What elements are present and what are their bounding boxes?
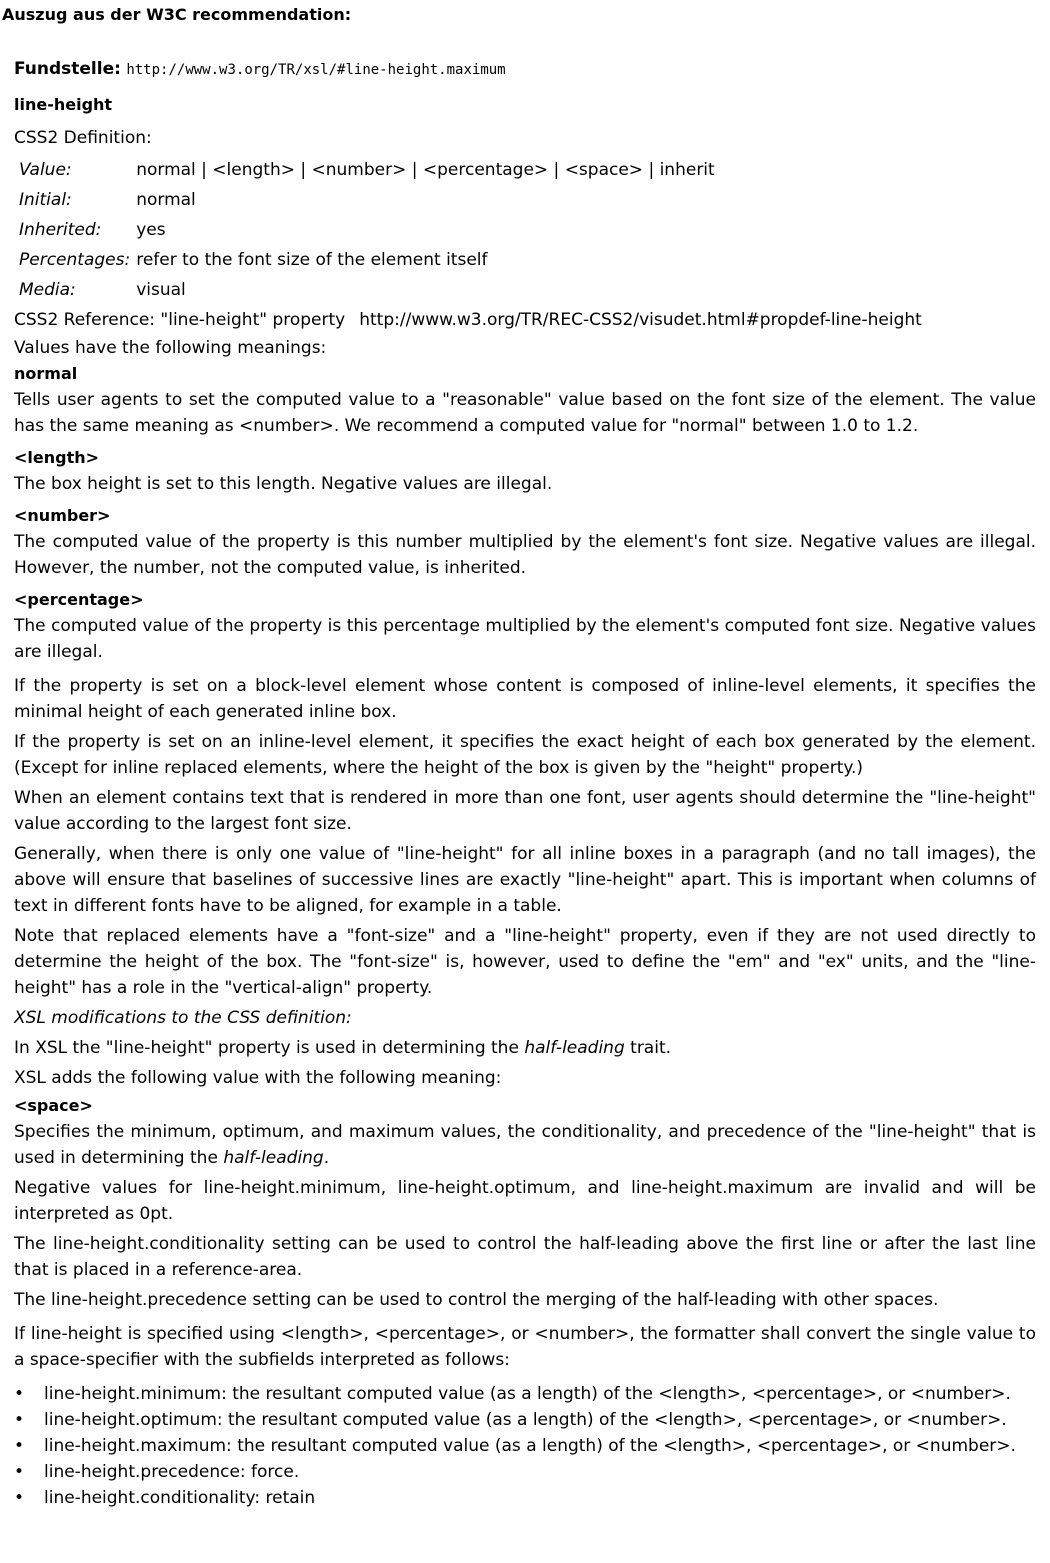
xsl-adds-paragraph: XSL adds the following value with the following meaning: xyxy=(14,1068,502,1088)
source-label: Fundstelle: xyxy=(14,59,121,79)
definition-space: Specifies the minimum, optimum, and maximum values, the conditionality, and precedence of the "line-height" that is used in determining the half-leading. xyxy=(14,1122,1036,1168)
definition-row xyxy=(16,155,718,185)
term-normal: normal xyxy=(14,364,78,383)
definition-row xyxy=(16,245,718,275)
definition-normal: Tells user agents to set the computed value to a "reasonable" value based on the font size of the element. The value has the same meaning as <number>. We recommend a computed value for "normal" between 1.0 to 1.2. xyxy=(14,390,1036,436)
definition-number: The computed value of the property is this number multiplied by the element's font size. Negative values are illegal. However, the number, not the computed value, is inherited. xyxy=(14,532,1036,578)
term-percentage: <percentage> xyxy=(14,590,144,609)
list-item: • line-height.optimum: the resultant computed value (as a length) of the <length>, <percentage>, or <number>. xyxy=(14,1407,1036,1433)
definition-value: normal xyxy=(136,190,196,210)
list-item: • line-height.minimum: the resultant computed value (as a length) of the <length>, <percentage>, or <number>. xyxy=(14,1381,1036,1407)
term-length: <length> xyxy=(14,448,100,467)
source-reference xyxy=(14,58,1036,81)
list-item: • line-height.precedence: force. xyxy=(14,1459,1036,1485)
definition-value: yes xyxy=(136,220,166,240)
bullet-icon: • xyxy=(14,1462,25,1482)
definition-length: The box height is set to this length. Negative values are illegal. xyxy=(14,474,553,494)
paragraph: The line-height.conditionality setting can be used to control the half-leading above the first line or after the last line that is placed in a reference-area. xyxy=(14,1234,1036,1280)
document-heading: Auszug aus der W3C recommendation: xyxy=(2,5,352,24)
definition-percentage: The computed value of the property is this percentage multiplied by the element's computed font size. Negative values are illegal. xyxy=(14,616,1036,662)
definition-key: Percentages: xyxy=(19,250,131,270)
paragraph: If the property is set on an inline-level element, it specifies the exact height of each box generated by the element. (Except for inline replaced elements, where the height of the box is given by the "height" property.) xyxy=(14,732,1036,778)
definition-value: refer to the font size of the element itself xyxy=(136,250,488,270)
list-item: • line-height.conditionality: retain xyxy=(14,1485,1036,1511)
css2-reference-url: http://www.w3.org/TR/REC-CSS2/visudet.html#propdef-line-height xyxy=(359,310,922,330)
term-space: <space> xyxy=(14,1096,93,1115)
values-intro: Values have the following meanings: xyxy=(14,338,327,358)
paragraph: Generally, when there is only one value of "line-height" for all inline boxes in a paragraph (and no tall images), the above will ensure that baselines of successive lines are exactly "line-height" apart. This is important when columns of text in different fonts have to be aligned, for example in a table. xyxy=(14,844,1036,916)
xsl-half-leading-paragraph: In XSL the "line-height" property is used in determining the half-leading trait. xyxy=(14,1038,672,1058)
definition-row xyxy=(16,185,718,215)
bullet-icon: • xyxy=(14,1488,25,1508)
definition-row xyxy=(16,215,718,245)
paragraph: When an element contains text that is rendered in more than one font, user agents should determine the "line-height" value according to the largest font size. xyxy=(14,788,1036,834)
list-item: • line-height.maximum: the resultant computed value (as a length) of the <length>, <percentage>, or <number>. xyxy=(14,1433,1036,1459)
subfield-list xyxy=(14,1381,1036,1511)
css2-reference-label: CSS2 Reference: "line-height" property xyxy=(14,310,346,330)
xsl-modifications-label: XSL modifications to the CSS definition: xyxy=(14,1008,352,1028)
paragraph: Note that replaced elements have a "font-size" and a "line-height" property, even if they are not used directly to determine the height of the box. The "font-size" is, however, used to define the "em" and "ex" units, and the "line-height" has a role in the "vertical-align" property. xyxy=(14,926,1036,998)
bullet-icon: • xyxy=(14,1410,25,1430)
bullet-icon: • xyxy=(14,1436,25,1456)
paragraph: If the property is set on a block-level element whose content is composed of inline-level elements, it specifies the minimal height of each generated inline box. xyxy=(14,676,1036,722)
property-name: line-height xyxy=(14,95,113,114)
css2-reference xyxy=(14,305,1036,335)
conversion-intro: If line-height is specified using <length>, <percentage>, or <number>, the formatter shall convert the single value to a space-specifier with the subfields interpreted as follows: xyxy=(14,1324,1036,1370)
bullet-icon: • xyxy=(14,1384,25,1404)
definition-row xyxy=(16,275,718,305)
definition-table xyxy=(16,155,718,305)
paragraph: Negative values for line-height.minimum, line-height.optimum, and line-height.maximum are invalid and will be interpreted as 0pt. xyxy=(14,1178,1036,1224)
definition-key: Media: xyxy=(19,280,76,300)
paragraph: The line-height.precedence setting can be used to control the merging of the half-leading with other spaces. xyxy=(14,1290,939,1310)
source-url: http://www.w3.org/TR/xsl/#line-height.maximum xyxy=(126,62,506,78)
css2-definition-label: CSS2 Definition: xyxy=(14,128,152,148)
definition-key: Value: xyxy=(19,160,72,180)
definition-value: visual xyxy=(136,280,186,300)
definition-key: Initial: xyxy=(19,190,72,210)
term-number: <number> xyxy=(14,506,111,525)
definition-key: Inherited: xyxy=(19,220,102,240)
definition-value: normal | <length> | <number> | <percentage> | <space> | inherit xyxy=(136,160,715,180)
